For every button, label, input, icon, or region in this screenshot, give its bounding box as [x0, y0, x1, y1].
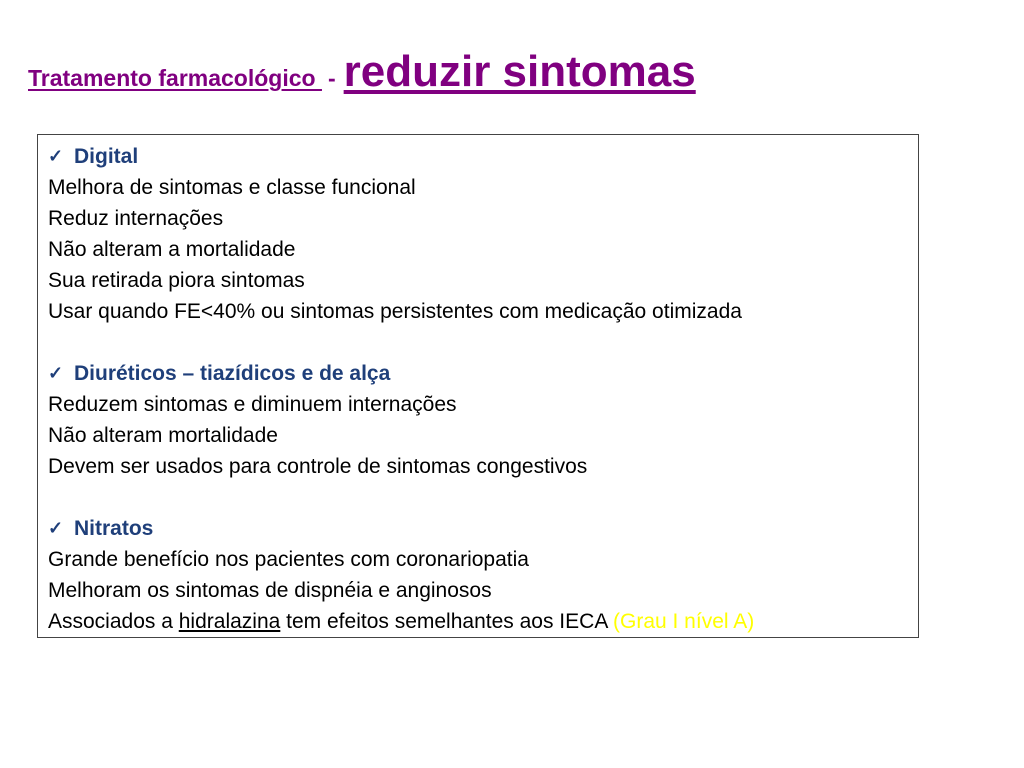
check-icon: ✓: [48, 518, 64, 538]
section-heading: [48, 513, 918, 544]
list-item-hidralazina: [48, 606, 918, 637]
list-item: Grande benefício nos pacientes com coronariopatia: [48, 548, 529, 571]
list-item: Reduzem sintomas e diminuem internações: [48, 393, 457, 416]
list-item: Reduz internações: [48, 207, 224, 230]
list-item: Sua retirada piora sintomas: [48, 269, 305, 292]
content-box: [37, 134, 919, 638]
section-diureticos: [48, 358, 918, 482]
list-item: Melhora de sintomas e classe funcional: [48, 176, 416, 199]
line-suffix: tem efeitos semelhantes aos IECA: [280, 610, 613, 633]
slide-title: [28, 47, 696, 96]
section-heading: [48, 141, 918, 172]
check-icon: ✓: [48, 146, 64, 166]
heading-text: Diuréticos – tiazídicos e de alça: [74, 361, 391, 385]
hidralazina-term: hidralazina: [178, 610, 281, 633]
title-separator: -: [327, 65, 336, 91]
list-item: Não alteram mortalidade: [48, 424, 278, 447]
check-icon: ✓: [48, 363, 64, 383]
list-item: Usar quando FE<40% ou sintomas persistentes com medicação otimizada: [48, 300, 742, 323]
list-item: Não alteram a mortalidade: [48, 238, 296, 261]
list-item: Melhoram os sintomas de dispnéia e anginosos: [48, 579, 492, 602]
section-heading: [48, 358, 918, 389]
line-prefix: Associados a: [48, 610, 179, 633]
heading-text: Digital: [74, 144, 139, 168]
section-nitratos: [48, 513, 918, 637]
grade-note: (Grau I nível A): [613, 610, 755, 633]
section-digital: [48, 141, 918, 327]
title-part2: reduzir sintomas: [343, 47, 696, 96]
heading-text: Nitratos: [74, 516, 154, 540]
list-item: Devem ser usados para controle de sintomas congestivos: [48, 455, 588, 478]
title-part1: Tratamento farmacológico: [28, 65, 322, 91]
